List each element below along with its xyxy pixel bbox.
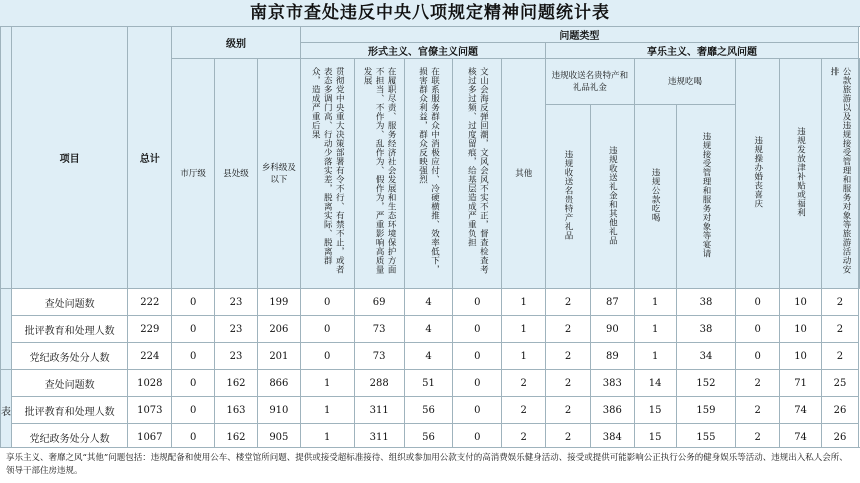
cell: 87 [590, 289, 634, 316]
cell: 0 [453, 343, 502, 370]
section-mark [1, 289, 12, 370]
cell: 71 [780, 370, 822, 397]
row-label: 党纪政务处分人数 [12, 343, 128, 370]
cell: 383 [590, 370, 634, 397]
cell: 38 [676, 316, 736, 343]
cell: 0 [172, 343, 215, 370]
cell: 162 [215, 370, 258, 397]
sheet-title: 南京市查处违反中央八项规定精神问题统计表 [0, 0, 860, 27]
cell: 2 [546, 343, 591, 370]
cell: 222 [128, 289, 172, 316]
cell: 206 [257, 316, 300, 343]
cell: 0 [736, 316, 780, 343]
cell: 2 [502, 424, 546, 451]
cell: 2 [502, 397, 546, 424]
cell: 1 [502, 343, 546, 370]
cell: 224 [128, 343, 172, 370]
cell: 0 [172, 397, 215, 424]
cell: 0 [300, 343, 354, 370]
dining-col-banquet: 违规接受管理和服务对象等宴请 [676, 105, 736, 289]
cell: 10 [780, 289, 822, 316]
formalism-col-4: 文山会海反弹回潮，文风会风不实不正，督查检查考核过多过频、过度留痕，给基层造成严重负担 [453, 59, 502, 289]
gift-col-specialty: 违规收送名贵特产礼品 [546, 105, 591, 289]
cell: 23 [215, 316, 258, 343]
cell: 2 [821, 316, 858, 343]
table-row [1, 316, 860, 343]
hedonism-col-wedding: 违规操办婚丧喜庆 [736, 59, 780, 289]
cell: 1073 [128, 397, 172, 424]
cell: 163 [215, 397, 258, 424]
level-township: 乡科级及以下 [257, 59, 300, 289]
cell: 10 [780, 343, 822, 370]
cell: 384 [590, 424, 634, 451]
row-label: 批评教育和处理人数 [12, 397, 128, 424]
cell: 69 [354, 289, 404, 316]
cell: 2 [736, 424, 780, 451]
formalism-header: 形式主义、官僚主义问题 [300, 43, 545, 59]
formalism-col-3: 在联系服务群众中消极应付、冷硬横推、效率低下，损害群众利益，群众反映强烈 [404, 59, 453, 289]
cell: 201 [257, 343, 300, 370]
cell: 89 [590, 343, 634, 370]
cell: 0 [453, 316, 502, 343]
cell: 26 [821, 397, 858, 424]
cell: 152 [676, 370, 736, 397]
cell: 23 [215, 289, 258, 316]
cell: 74 [780, 397, 822, 424]
cell: 74 [780, 424, 822, 451]
cell: 0 [453, 370, 502, 397]
cell: 73 [354, 343, 404, 370]
cell: 2 [546, 289, 591, 316]
cell: 0 [300, 316, 354, 343]
section-mark: 表 [1, 370, 12, 451]
cell: 0 [172, 424, 215, 451]
row-label: 批评教育和处理人数 [12, 316, 128, 343]
cell: 2 [736, 397, 780, 424]
cell: 0 [453, 289, 502, 316]
cell: 15 [634, 424, 676, 451]
cell: 2 [546, 316, 591, 343]
formalism-col-other: 其他 [502, 59, 546, 289]
cell: 4 [404, 316, 453, 343]
cell: 155 [676, 424, 736, 451]
cell: 311 [354, 424, 404, 451]
table-row [1, 343, 860, 370]
cell: 0 [300, 289, 354, 316]
cell: 386 [590, 397, 634, 424]
cell: 2 [546, 397, 591, 424]
cell: 56 [404, 424, 453, 451]
table-row [1, 397, 860, 424]
footnote: 享乐主义、奢靡之风“其他”问题包括：违规配备和使用公车、楼堂馆所问题、提供或接受超标准接待、组织或参加用公款支付的高消费娱乐健身活动、接受或提供可能影响公正执行公务的健身娱乐等活动、违规出入私人会所、领导干部住房违规。 [0, 447, 860, 483]
cell: 1067 [128, 424, 172, 451]
hedonism-header: 享乐主义、奢靡之风问题 [546, 43, 859, 59]
cell: 162 [215, 424, 258, 451]
level-header: 级别 [172, 27, 301, 59]
cell: 26 [821, 424, 858, 451]
item-header: 项目 [12, 27, 128, 289]
cell: 1028 [128, 370, 172, 397]
cell: 1 [502, 289, 546, 316]
cell: 4 [404, 289, 453, 316]
cell: 15 [634, 397, 676, 424]
cell: 4 [404, 343, 453, 370]
cell: 90 [590, 316, 634, 343]
cell: 866 [257, 370, 300, 397]
hedonism-col-cutoff [859, 59, 860, 289]
cell: 0 [736, 289, 780, 316]
dining-col-public: 违规公款吃喝 [634, 105, 676, 289]
cell: 51 [404, 370, 453, 397]
cell: 38 [676, 289, 736, 316]
cell: 2 [502, 370, 546, 397]
table-row [1, 370, 860, 397]
cell: 23 [215, 343, 258, 370]
cell: 25 [821, 370, 858, 397]
cell: 2 [736, 370, 780, 397]
cell: 910 [257, 397, 300, 424]
cell: 905 [257, 424, 300, 451]
cell: 2 [821, 343, 858, 370]
problem-type-header: 问题类型 [300, 27, 858, 43]
total-header: 总计 [128, 27, 172, 289]
cell: 1 [502, 316, 546, 343]
cell: 0 [453, 397, 502, 424]
cell: 0 [736, 343, 780, 370]
cell: 14 [634, 370, 676, 397]
level-county: 县处级 [215, 59, 258, 289]
gift-group-header: 违规收送名贵特产和礼品礼金 [546, 59, 635, 105]
hedonism-col-travel: 公款旅游以及违规接受管理和服务对象等旅游活动安排 [821, 59, 858, 289]
cell: 229 [128, 316, 172, 343]
cell: 311 [354, 397, 404, 424]
cell: 0 [172, 370, 215, 397]
row-label: 查处问题数 [12, 370, 128, 397]
formalism-col-1: 贯彻党中央重大决策部署有令不行、有禁不止，或者表态多调门高、行动少落实差，脱离实际、脱离群众，造成严重后果 [300, 59, 354, 289]
cell: 1 [634, 289, 676, 316]
formalism-col-2: 在履职尽责、服务经济社会发展和生态环境保护方面不担当、不作为、乱作为、假作为，严重影响高质量发展 [354, 59, 404, 289]
table-row [1, 289, 860, 316]
cell: 1 [634, 343, 676, 370]
cell: 73 [354, 316, 404, 343]
statistics-table [0, 26, 860, 451]
level-city: 市厅级 [172, 59, 215, 289]
cell: 1 [300, 370, 354, 397]
dining-group-header: 违规吃喝 [634, 59, 736, 105]
cell: 1 [300, 424, 354, 451]
cell: 0 [172, 289, 215, 316]
cell: 34 [676, 343, 736, 370]
cell: 159 [676, 397, 736, 424]
hedonism-col-allowance: 违规发放津补贴或福利 [780, 59, 822, 289]
row-label: 查处问题数 [12, 289, 128, 316]
cell: 0 [172, 316, 215, 343]
cell: 2 [546, 424, 591, 451]
cell: 10 [780, 316, 822, 343]
left-edge-header [1, 27, 12, 289]
cell: 199 [257, 289, 300, 316]
cell: 1 [634, 316, 676, 343]
gift-col-cash: 违规收送礼金和其他礼品 [590, 105, 634, 289]
cell: 1 [300, 397, 354, 424]
cell: 56 [404, 397, 453, 424]
cell: 0 [453, 424, 502, 451]
cell: 288 [354, 370, 404, 397]
cell: 2 [821, 289, 858, 316]
row-label: 党纪政务处分人数 [12, 424, 128, 451]
cell: 2 [546, 370, 591, 397]
